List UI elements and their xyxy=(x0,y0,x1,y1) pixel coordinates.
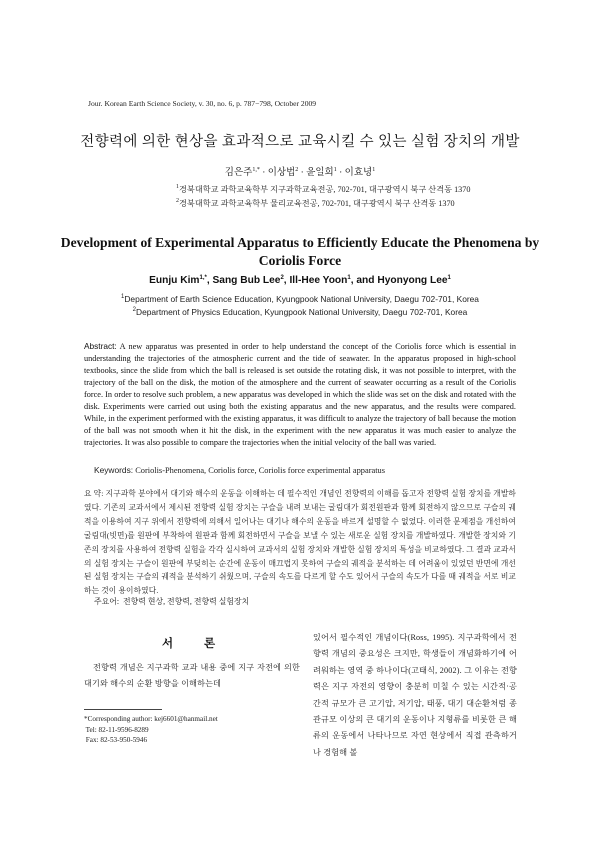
author-superscript: 1 xyxy=(447,275,451,281)
korean-keywords xyxy=(94,596,249,607)
affiliation-text: 경북대학교 과학교육학부 물리교육전공, 702-701, 대구광역시 북구 산격동 1370 xyxy=(179,199,455,208)
korean-abstract-text: 지구과학 분야에서 대기와 해수의 운동을 이해하는 데 필수적인 개념인 전향력의 이해를 돕고자 전향력 실험 장치를 개발하였다. 기존의 교과서에서 제시된 전향력 실험 장치는 구슬을 내려 보내는 굴림대가 회전원판과 함께 회전하지 않으므로 구슬의 궤적을 이용하여 지구 위에서 전향력에 의해서 일어나는 대기나 해수의 운동을 바르게 설명할 수 없었다. 이러한 문제점을 개선하여 굴림대(빗면)를 원판에 부착하여 원판과 함께 회전하면서 구슬을 보낼 수 있는 새로운 실험 장치를 개발하였다. 개발한 장치와 기존의 장치를 사용하여 전향력 실험을 각각 실시하여 교과서의 실험 장치와 개발한 실험 장치의 특성을 비교하였다. 그 결과 교과서의 실험 장치는 구슬이 원판에 부딪히는 순간에 운동이 매끄럽지 못하여 구슬의 궤적을 분석하는 데 어려움이 있었던 반면에 개선된 실험 장치는 구슬의 궤적을 분석하기 쉬웠으며, 구슬의 속도를 다르게 할 수도 있어서 구슬의 속도가 다를 때 궤적을 서로 비교하는 것이 용이하였다. xyxy=(84,489,516,596)
keywords-label: Keywords: xyxy=(94,465,134,475)
author-superscript: 1 xyxy=(333,167,337,173)
abstract-label: Abstract: xyxy=(84,341,117,351)
author-superscript: 1 xyxy=(372,167,376,173)
author-separator: · xyxy=(336,168,345,178)
author-name: 이상법 xyxy=(267,168,296,178)
affiliation-text: 경북대학교 과학교육학부 지구과학교육전공, 702-701, 대구광역시 북구 산격동 1370 xyxy=(179,185,471,194)
english-authors xyxy=(0,275,600,286)
english-keywords xyxy=(94,465,385,475)
affiliation-text: Department of Earth Science Education, Kyungpook National University, Daegu 702-701, Korea xyxy=(124,294,479,304)
korean-affiliation-1 xyxy=(176,184,470,195)
author-separator: · xyxy=(298,168,307,178)
affiliation-superscript: 1 xyxy=(121,294,125,300)
journal-citation: Jour. Korean Earth Science Society, v. 30, no. 6, p. 787−798, October 2009 xyxy=(88,99,317,108)
affiliation-superscript: 2 xyxy=(132,307,137,313)
footnote-line: Fax: 82-53-950-5946 xyxy=(84,736,148,744)
author-superscript: 1 xyxy=(347,275,351,281)
affiliation-superscript: 2 xyxy=(176,198,179,204)
author-name: Eunju Kim xyxy=(149,275,200,286)
author-name: Hyonyong Lee xyxy=(377,275,448,286)
english-affiliation-2 xyxy=(0,307,600,317)
korean-title: 전향력에 의한 현상을 효과적으로 교육시킬 수 있는 실험 장치의 개발 xyxy=(80,134,520,150)
affiliation-superscript: 1 xyxy=(176,184,179,190)
author-name: 윤일희 xyxy=(306,168,334,178)
introduction-heading: 서 론 xyxy=(162,638,230,650)
author-name: Ill-Hee Yoon xyxy=(289,275,348,286)
author-superscript: 1,* xyxy=(199,275,207,281)
footnote-line: Tel: 82-11-9596-8289 xyxy=(84,725,149,734)
author-separator: , xyxy=(206,275,213,286)
author-name: 이효녕 xyxy=(344,168,373,178)
author-superscript: 2 xyxy=(280,275,284,281)
author-separator: , xyxy=(283,275,290,286)
author-separator: , and xyxy=(350,275,378,286)
author-name: Sang Bub Lee xyxy=(212,275,281,286)
author-superscript: 1,* xyxy=(252,167,260,173)
author-superscript: 2 xyxy=(295,167,299,173)
footnote-divider xyxy=(84,709,162,710)
corresponding-author-footnote xyxy=(84,714,218,746)
affiliation-text: Department of Physics Education, Kyungpook National University, Daegu 702-701, Korea xyxy=(136,307,468,317)
author-separator: · xyxy=(259,168,268,178)
english-affiliation-1 xyxy=(0,294,600,304)
korean-keywords-label: 주요어: xyxy=(94,597,120,606)
english-title: Development of Experimental Apparatus to Efficiently Educate the Phenomena by Coriolis Force xyxy=(60,235,540,268)
body-column-right: 있어서 필수적인 개념이다(Ross, 1995). 지구과학에서 전향력 개념의 중요성은 크지만, 학생들이 개념화하기에 어려워하는 영역 중 하나이다(고태식, 2002). 그 이유는 전향력은 지구 자전의 영향이 충분히 미칠 수 있는 시간적·공간적 규모가 큰 고기압, 저기압, 태풍, 대기 대순환처럼 종관규모 이상의 큰 대기의 운동이나 지형류를 비롯한 큰 해류의 운동에서 나타나므로 자연 현상에서 직접 관측하거나 경험해 볼 xyxy=(313,633,517,757)
abstract-text: A new apparatus was presented in order to help understand the concept of the Coriolis force which is essential in understanding the trajectories of the atmospheric current and the tide of seawater. In the apparatus proposed in high-school textbooks, since the slide from which the ball is released is set outside the rotating disk, it was not possible to interpret, with the trajectory of the ball on the disk, the motion of the atmosphere and the current of seawater occurring as a result of the Coriolis force. In order to resolve such problem, a new apparatus was developed in which the slide was set on the disk and rotated with the disk. Experiments were carried out using both the existing apparatus and the new apparatus, and the results were compared. While, in the experiment performed with the existing apparatus, it was difficult to analyze the trajectory of ball because the motion of the ball was not smooth when it hit the disk, in the experiment with the new apparatus it was much easier to analyze the trajectories. It was also possible to compare the trajectories when the initial velocity of the ball was varied. xyxy=(84,342,516,448)
korean-affiliation-2 xyxy=(176,198,455,209)
korean-keywords-text: 전향력 현상, 전향력, 전향력 실험장치 xyxy=(123,597,250,606)
footnote-line: *Corresponding author: kej6601@hanmail.net xyxy=(84,715,218,723)
english-abstract xyxy=(84,340,516,449)
body-column-left: 전향력 개념은 지구과학 교과 내용 중에 지구 자전에 의한 대기와 해수의 순환 방향을 이해하는데 xyxy=(84,663,300,689)
korean-abstract xyxy=(84,487,516,598)
author-name: 김은주 xyxy=(224,168,253,178)
korean-abstract-label: 요 약: xyxy=(84,489,104,498)
keywords-text: Coriolis-Phenomena, Coriolis force, Coriolis force experimental apparatus xyxy=(135,466,385,475)
korean-authors xyxy=(0,164,600,178)
